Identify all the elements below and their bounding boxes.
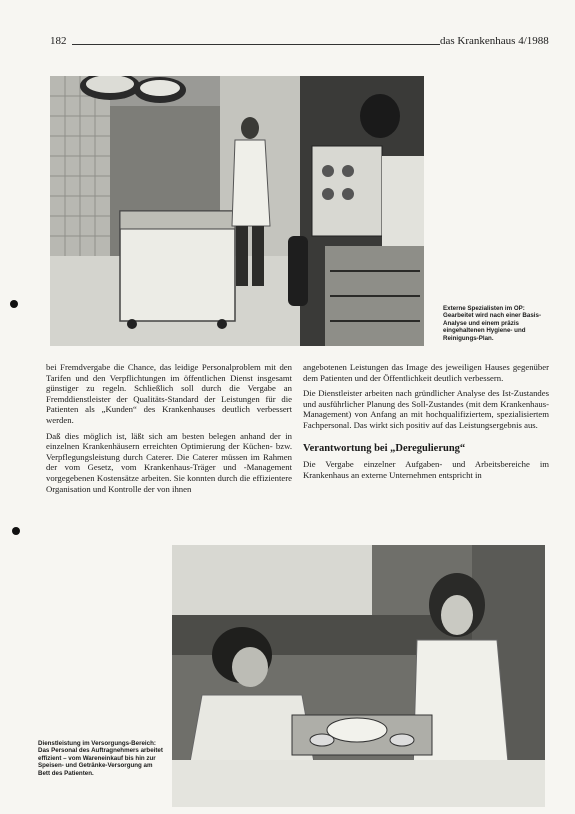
photo-caption-bottom: Dienstleistung im Versorgungs-Bereich: Das Personal des Auftragnehmers arbeitet effizient – vom Wareneinkauf bis hin zur Speisen- und Getränke-Versorgung am Bett des Patienten. [38,740,163,777]
text-column-right [303,362,549,485]
page-number: 182 [50,35,67,47]
text-column-left [46,362,292,499]
patient-care-photo [172,545,545,807]
paragraph: Die Vergabe einzelner Aufgaben- und Arbeitsbereiche im Krankenhaus an externe Unternehmen entspricht in [303,459,549,480]
paragraph: bei Fremdvergabe die Chance, das leidige Personalproblem mit den Tarifen und den Verpflichtungen im öffentlichen Dienst insgesamt günstiger zu regeln. Schließlich soll durch die Vergabe an Fremddienstleister der Qualitäts-Standard der Leistungen für die Patienten als „Kunden“ des Krankenhauses deutlich verbessert werden. [46,362,292,425]
header-rule [72,44,440,45]
paragraph: Die Dienstleister arbeiten nach gründlicher Analyse des Ist-Zustandes und ausführlicher Planung des Soll-Zustandes (mit dem Krankenhaus-Management) von Anfang an mit hochqualifiziertem, spezialisiertem Fachpersonal. Das wirkt sich positiv auf das Leistungsergebnis aus. [303,388,549,430]
paragraph: Daß dies möglich ist, läßt sich am besten belegen anhand der in einzelnen Krankenhäusern erreichten Optimierung der Küchen- bzw. Verpflegungsleistung durch Caterer. Die Caterer müssen im Rahmen der vom Gesetz, vom Krankenhaus-Träger und -Management vorgegebenen Kostensätze arbeiten. Sie konnten durch die effizientere Organisation und Kontrolle der von ihnen [46,430,292,494]
magazine-title: das Krankenhaus 4/1988 [440,35,549,47]
binder-hole [12,527,20,535]
section-heading: Verantwortung bei „Deregulierung“ [303,442,466,454]
photo-caption-top: Externe Spezialisten im OP: Gearbeitet wird nach einer Basis-Analyse und einem präzis eingehaltenen Hygiene- und Reinigungs-Plan. [443,305,542,342]
paragraph: angebotenen Leistungen das Image des jeweiligen Hauses gegenüber dem Patienten und der Öffentlichkeit deutlich verbessern. [303,362,549,383]
binder-hole [10,300,18,308]
operating-room-photo [50,76,424,346]
